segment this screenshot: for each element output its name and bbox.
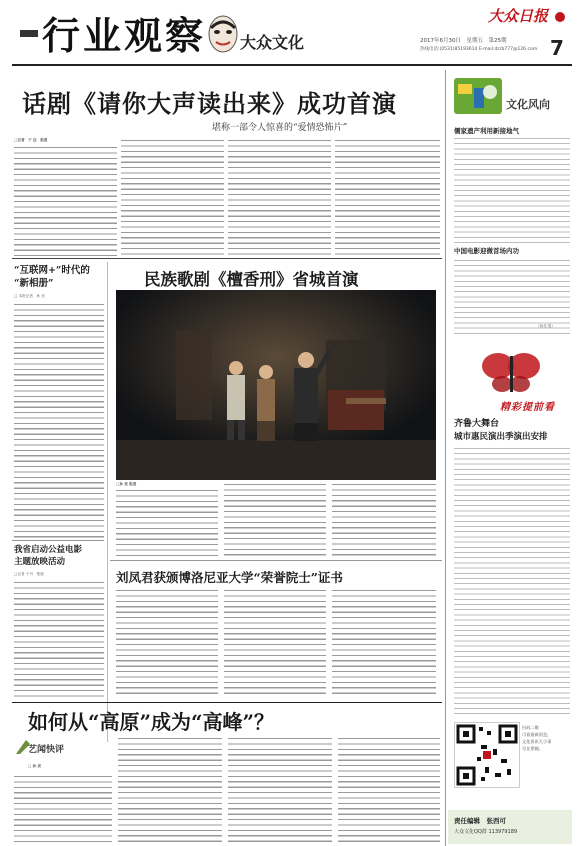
charity-divider — [12, 540, 104, 541]
commentary-body-col-2 — [118, 736, 222, 844]
internet-headline: “互联网+”时代的 “新相册” — [14, 265, 90, 289]
qr-code-icon — [454, 722, 520, 788]
culture-wind-author: （孙亮 报） — [536, 324, 556, 328]
masthead-accent-bar — [20, 30, 38, 37]
award-story — [110, 560, 442, 700]
calendar-label: 精彩提前看 — [500, 402, 555, 413]
opera-stage-illustration — [116, 290, 436, 480]
culture-wind-item-1-body — [454, 136, 570, 244]
internet-byline: □ 本报记者 孙 亮 — [14, 294, 45, 298]
paper-name: 大众日报 — [488, 7, 549, 25]
opera-mask-icon — [206, 14, 240, 54]
footer-contact-line: 大众文化QQ群 113979189 — [454, 829, 518, 835]
lead-body-col-4 — [335, 138, 440, 257]
culture-wind-item-1-title: 儒家遗产利用新接地气 — [454, 127, 519, 135]
commentary-body-col-1 — [14, 774, 112, 844]
award-divider — [110, 560, 442, 561]
sidebar-divider — [445, 70, 446, 846]
culture-wind-panel — [448, 70, 572, 338]
award-headline: 刘凤君获颁博洛尼亚大学“荣誉院士”证书 — [116, 570, 343, 585]
opera-stage-photo — [116, 290, 436, 480]
culture-wind-item-2-title: 中国电影迎微首场内功 — [454, 247, 519, 255]
calendar-schedule-list — [454, 446, 570, 714]
lead-subhead: 堪称一部令人惊喜的“爱情恐怖片” — [212, 123, 348, 133]
qr-caption-line-2: 可看最新消息， — [522, 732, 552, 737]
opera-photo-caption: □孙 亮 报道 — [116, 482, 137, 486]
commentary-headline: 如何从“高原”成为“高峰”？ — [28, 710, 275, 734]
lead-headline: 话剧《请你大声读出来》成功首演 — [22, 89, 397, 118]
award-body-col-3 — [332, 588, 436, 698]
qr-caption — [522, 724, 570, 752]
lead-byline: □记者 于 远 报道 — [14, 138, 48, 142]
lead-divider — [12, 258, 442, 259]
opera-story — [110, 260, 442, 560]
qr-panel — [448, 718, 572, 846]
paper-logo — [488, 5, 572, 27]
masthead-rule — [12, 64, 572, 66]
calendar-title-2: 城市惠民演出季演出安排 — [454, 432, 548, 442]
column-badge — [14, 736, 74, 772]
charity-byline: □记者 于丹 报道 — [14, 572, 44, 576]
culture-wind-graphic-icon — [454, 78, 502, 114]
paper-logo-icon — [555, 12, 565, 22]
masthead — [0, 0, 580, 68]
contact-line: 热线电话:(0531)85193614 E-mail:dzrb777@126.com — [420, 47, 538, 52]
opera-body-col-1 — [116, 488, 218, 558]
section-subtitle: 大众文化 — [240, 33, 305, 52]
award-body-col-2 — [224, 588, 326, 698]
culture-wind-badge — [454, 78, 502, 114]
lead-body-col-1 — [14, 145, 117, 257]
charity-story — [12, 540, 104, 700]
commentary-body-col-4 — [338, 736, 440, 844]
date-line: 2017年6月30日 星期五 第25期 — [420, 38, 507, 44]
calendar-butterfly-icon — [468, 344, 558, 406]
section-title: 行业观察 — [42, 13, 207, 58]
lead-story — [12, 70, 442, 258]
calendar-panel — [448, 338, 572, 718]
opera-headline: 民族歌剧《檀香刑》省城首演 — [144, 270, 359, 289]
opera-body-col-3 — [332, 482, 436, 558]
culture-wind-label: 文化风向 — [506, 98, 550, 111]
award-body-col-1 — [116, 588, 218, 698]
qr-caption-line-1: 扫码二维 — [522, 725, 539, 730]
page-number: 7 — [550, 36, 564, 60]
internet-story — [12, 260, 104, 540]
footer-box — [448, 810, 572, 844]
qr-caption-line-3: 文化资讯大小事 — [522, 739, 552, 744]
lead-body-col-3 — [228, 138, 331, 257]
commentary — [12, 702, 442, 846]
column-divider-1 — [107, 262, 108, 742]
commentary-body-col-3 — [228, 736, 332, 844]
charity-headline: 我省启动公益电影 主题放映活动 — [14, 545, 83, 567]
qr-caption-line-4: 尽在掌握。 — [522, 746, 543, 751]
footer-editor-line: 责任编辑 张西可 — [454, 817, 506, 825]
commentary-author: □ 孙 亮 — [28, 764, 42, 768]
opera-body-col-2 — [224, 482, 326, 558]
commentary-divider — [12, 702, 442, 703]
charity-body — [14, 580, 104, 698]
internet-body — [14, 302, 104, 538]
column-label: 艺闻快评 — [28, 745, 65, 755]
lead-body-col-2 — [121, 138, 224, 257]
calendar-logo — [468, 344, 558, 406]
calendar-title-1: 齐鲁大舞台 — [454, 419, 500, 429]
